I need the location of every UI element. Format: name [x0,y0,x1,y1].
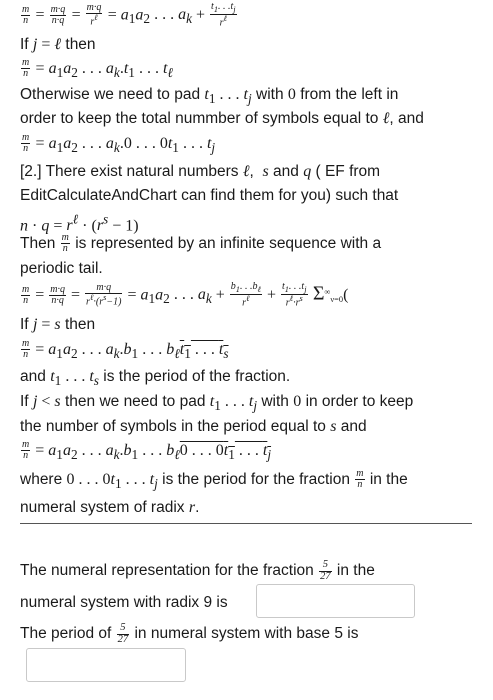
equation-line-2: $\frac{m}{n}$ = $a_1a_2$ . . . $a_k.t_1$ . . . $t_\ell$ [22,57,173,81]
equation-line-6: $\frac{m}{n}$ = $a_1a_2$ . . . $a_k.b_1$ . . . $b_\ell 0$ . . . $0t_1$ . . . $t_j$ [22,439,272,463]
question-1-line-2: numeral system with radix 9 is [20,594,228,611]
equation-line-1: $\frac{m}{n}$ = $\frac{m\cdot q}{n\cdot q}$ = $\frac{m\cdot q}{r^\ell}$ = $a_1a_2$ . . . $a_k$ + $\frac{t_1. . .t_j}{r^\ell}$ [22,1,236,29]
text-period-of-fraction: and $t_1$ . . . $t_s$ is the period of the fraction. [20,368,291,389]
answer-period-input[interactable] [26,648,186,682]
text-if-j-equals-l: If j = ℓ then [20,36,96,53]
equation-line-3: $\frac{m}{n}$ = $a_1a_2$ . . . $a_k.0$ . . . $0t_1$ . . . $t_j$ [22,132,216,156]
divider [20,523,472,524]
text-if-j-equals-s: If j = s then [20,316,96,333]
text-then: Then $\frac{m}{n}$ is represented by an infinite sequence with a [20,232,382,255]
text-where: where 0 . . . $0t_1$ . . . $t_j$ is the period for the fraction $\frac{m}{n}$ in the [20,468,408,492]
text-periodic-tail: periodic tail. [20,260,103,277]
question-1-line-1: The numeral representation for the fraction $\frac{5}{27}$ in the [20,559,375,582]
equation-line-5: $\frac{m}{n}$ = $a_1a_2$ . . . $a_k.b_1$ . . . $b_\ell t_1$ . . . $t_s$ [22,338,229,362]
text-number-symbols: the number of symbols in the period equal to s and [20,418,367,435]
ef-link[interactable]: EditCalculateAndChart [20,187,177,204]
text-ef-link-line: EditCalculateAndChart can find them for you) such that [20,187,399,204]
text-order: order to keep the total nummber of symbols equal to ℓ, and [20,110,424,127]
equation-line-4: $\frac{m}{n}$ = $\frac{m\cdot q}{n\cdot q}$ = $\frac{m\cdot q}{r^\ell\cdot(r^s-1)}$ = $a_1a_2$ . . . $a_k$ + $\frac{b_1. . .b_\ell}{r^\ell}$ + $\frac{t_1. . .t_j}{r^\ell\cdot r^s}$ $\Sigma^\infty_{\nu=0}$( [22,281,349,309]
answer-representation-input[interactable] [256,584,415,618]
text-case-2: [2.] There exist natural numbers ℓ, s and q ( EF from [20,163,381,180]
equation-nq: $n \cdot q = r^\ell \cdot (r^s - 1)$ [20,212,139,235]
question-2-line: The period of $\frac{5}{27}$ in numeral system with base 5 is [20,622,359,645]
text-otherwise: Otherwise we need to pad $t_1$ . . . $t_j$ with 0 from the left in [20,86,399,107]
text-if-j-less-s: If j < s then we need to pad $t_1$ . . . $t_j$ with 0 in order to keep [20,393,414,414]
text-numeral-system-radix: numeral system of radix r. [20,499,200,516]
